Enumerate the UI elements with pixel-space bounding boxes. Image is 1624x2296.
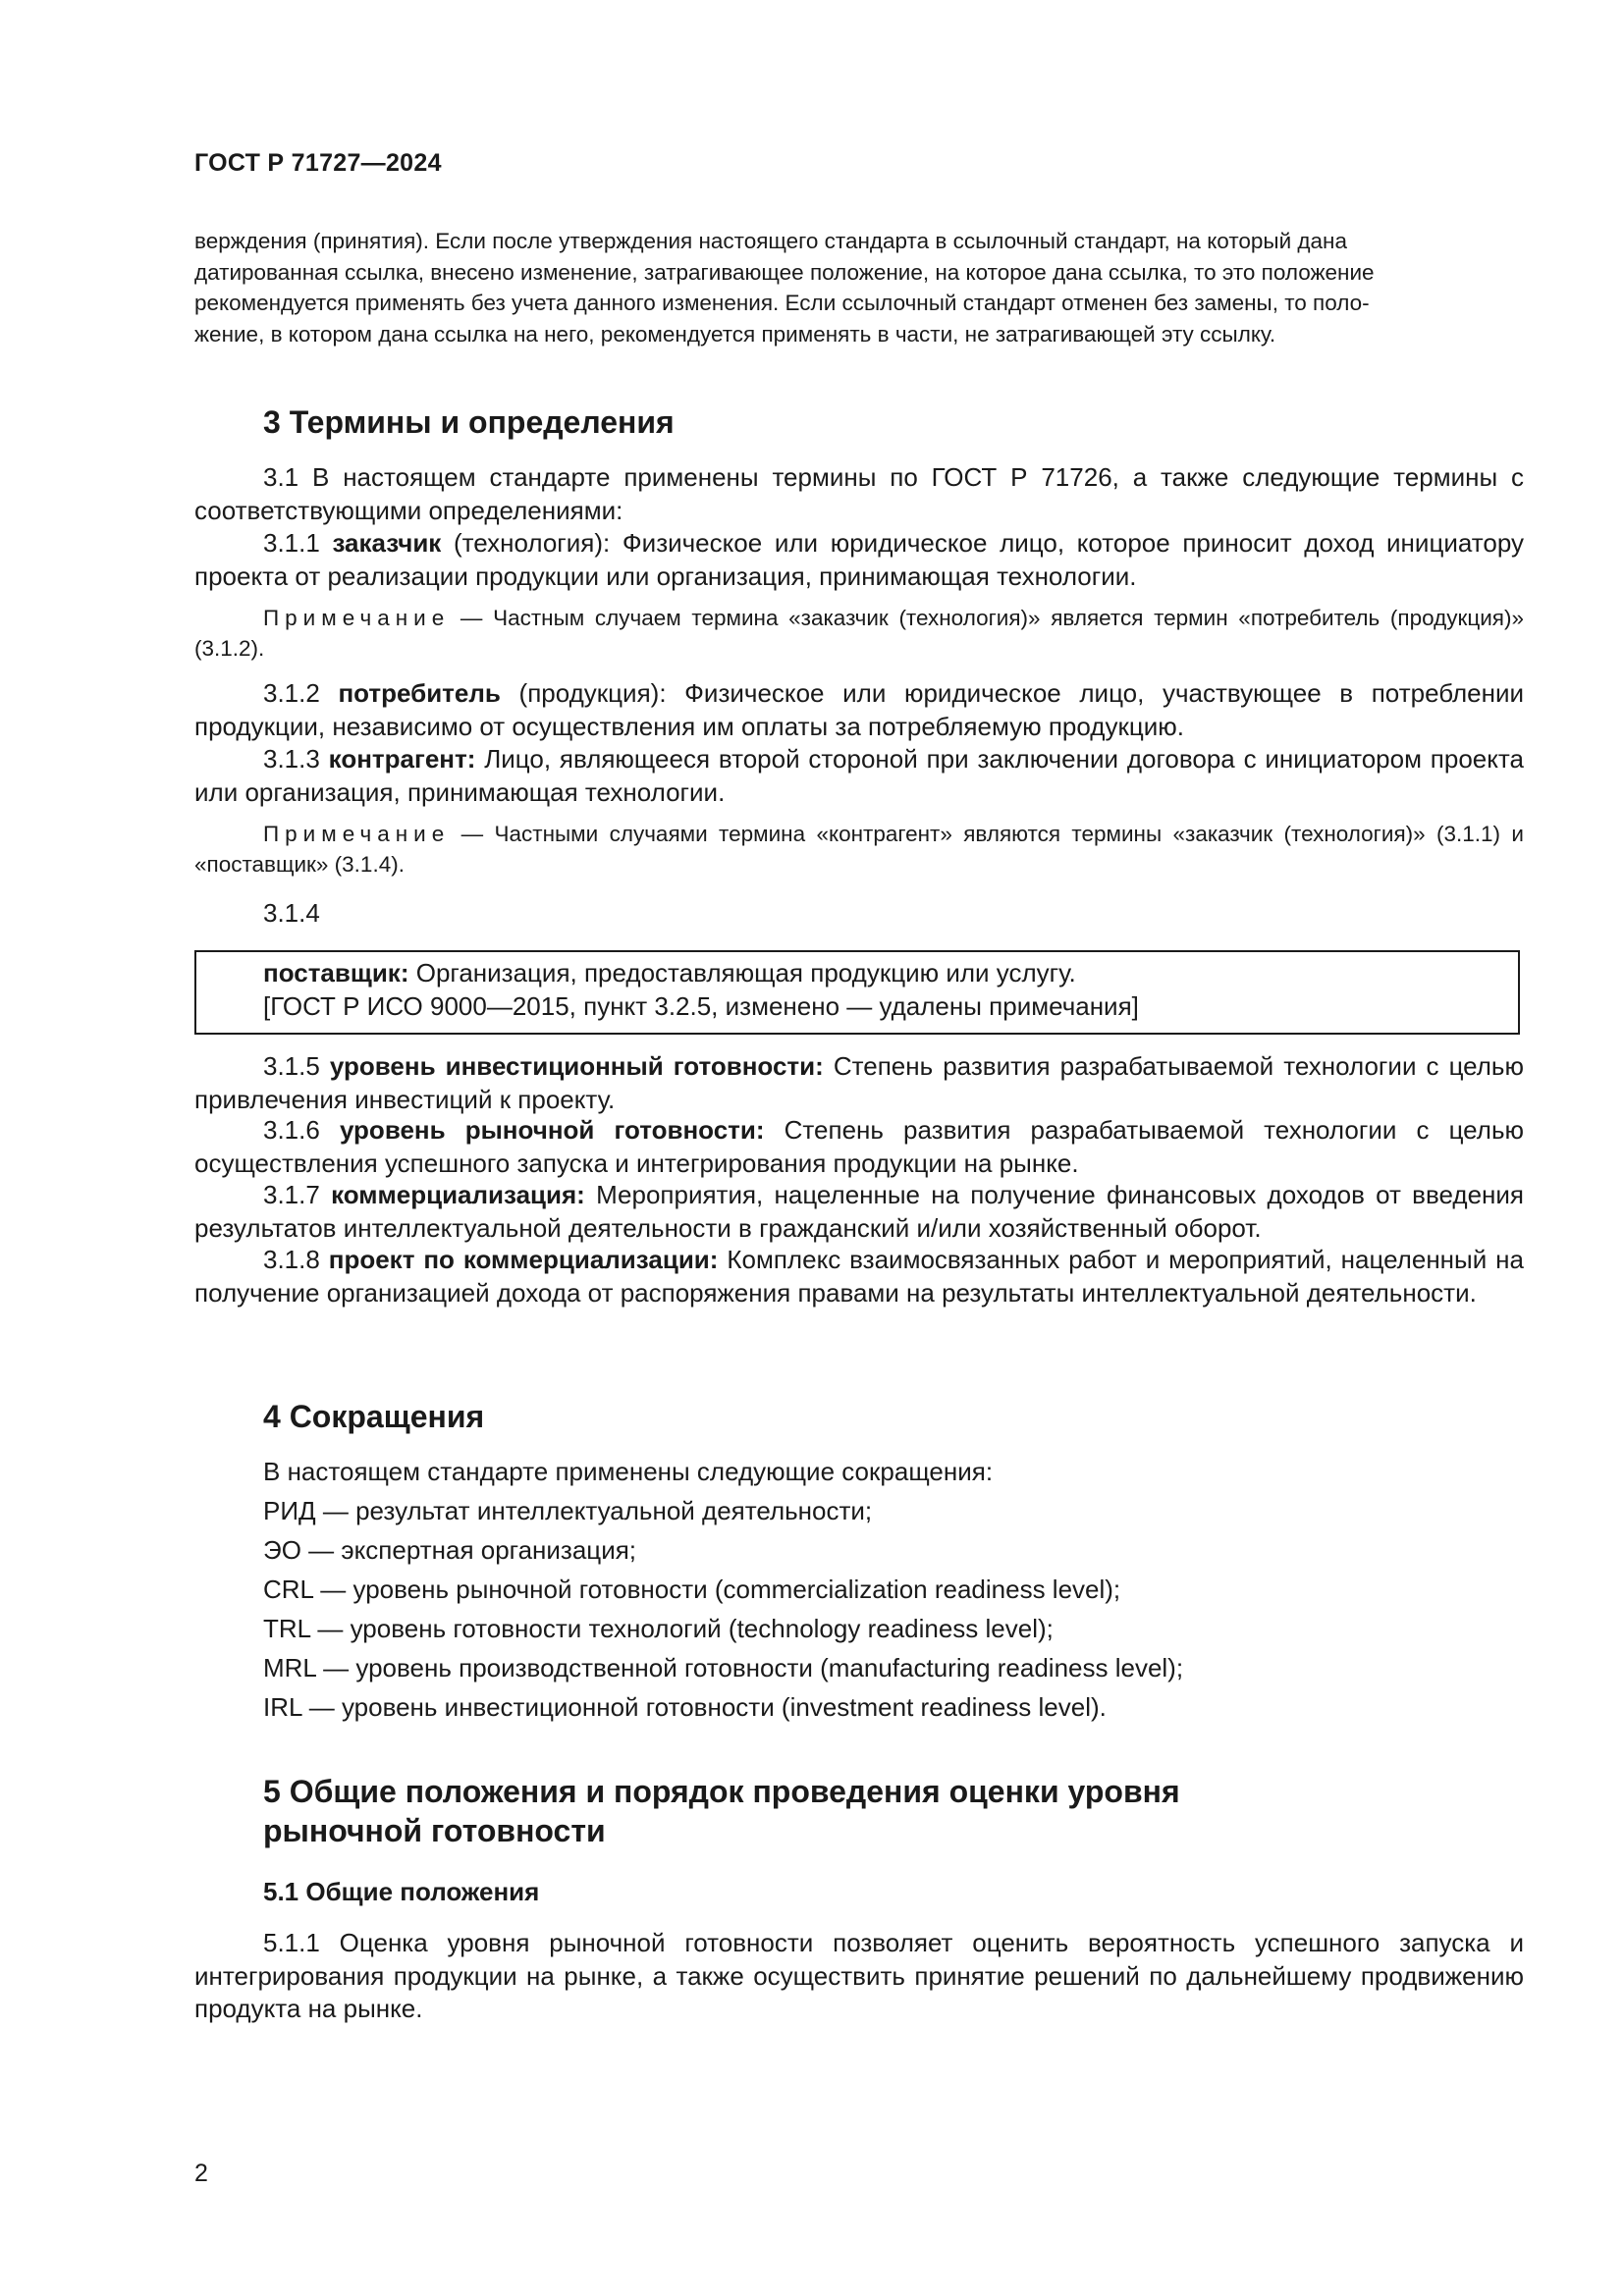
intro-line: рекомендуется применять без учета данного изменения. Если ссылочный стандарт отменен без замены, то поло-	[194, 291, 1370, 315]
term-3-1-1: 3.1.1 заказчик (технология): Физическое или юридическое лицо, которое приносит доход инициатору проекта от реализации продукции или организация, принимающая технологии.	[194, 528, 1524, 591]
note-1: Примечание — Частным случаем термина «заказчик (технология)» является термин «потребитель (продукция)» (3.1.2).	[194, 606, 1524, 661]
paragraph-5-1-1: 5.1.1 Оценка уровня рыночной готовности позволяет оценить вероятность успешного запуска и интегрирования продукции на рынке, а также осуществить принятие решений по дальнейшему продвижению продукта на рынке.	[194, 1928, 1524, 2023]
section-4-title: 4 Сокращения	[263, 1399, 485, 1434]
abbreviation-item: IRL — уровень инвестиционной готовности (investment readiness level).	[263, 1692, 1107, 1722]
page-number: 2	[194, 2160, 208, 2187]
term-3-1-7: 3.1.7 коммерциализация: Мероприятия, нацеленные на получение финансовых доходов от введения результатов интеллектуальной деятельности в гражданский и/или хозяйственный оборот.	[194, 1180, 1524, 1243]
term-3-1-8: 3.1.8 проект по коммерциализации: Комплекс взаимосвязанных работ и мероприятий, нацеленный на получение организацией дохода от распоряжения правами на результаты интеллектуальной деятельности.	[194, 1245, 1524, 1308]
term-3-1-6: 3.1.6 уровень рыночной готовности: Степень развития разрабатываемой технологии с целью осуществления успешного запуска и интегрирования продукции на рынке.	[194, 1115, 1524, 1178]
section-5-title-line1: 5 Общие положения и порядок проведения оценки уровня	[263, 1774, 1180, 1809]
term-3-1-2: 3.1.2 потребитель (продукция): Физическое или юридическое лицо, участвующее в потреблении продукции, независимо от осуществления им оплаты за потребляемую продукцию.	[194, 678, 1524, 741]
abbreviations-intro: В настоящем стандарте применены следующие сокращения:	[263, 1457, 994, 1486]
abbreviation-item: ЭО — экспертная организация;	[263, 1535, 637, 1565]
document-header: ГОСТ Р 71727—2024	[194, 149, 442, 177]
term-3-1-3: 3.1.3 контрагент: Лицо, являющееся второй стороной при заключении договора с инициатором проекта или организация, принимающая технологии.	[194, 744, 1524, 807]
intro-line: верждения (принятия). Если после утверждения настоящего стандарта в ссылочный стандарт, на который дана	[194, 229, 1347, 253]
intro-paragraph	[194, 226, 1524, 349]
term-3-1-4-box	[194, 950, 1520, 1035]
intro-line: датированная ссылка, внесено изменение, затрагивающее положение, на которое дана ссылка, то это положение	[194, 259, 1375, 285]
term-3-1-4-definition: поставщик: Организация, предоставляющая продукцию или услугу.	[263, 958, 1076, 988]
note-2: Примечание — Частными случаями термина «контрагент» являются термины «заказчик (технология)» (3.1.1) и «поставщик» (3.1.4).	[194, 822, 1524, 877]
section-5-title-line2: рыночной готовности	[263, 1813, 606, 1848]
abbreviation-item: РИД — результат интеллектуальной деятельности;	[263, 1496, 873, 1525]
abbreviation-item: MRL — уровень производственной готовности (manufacturing readiness level);	[263, 1653, 1184, 1682]
abbreviation-item: CRL — уровень рыночной готовности (commercialization readiness level);	[263, 1575, 1121, 1604]
section-3-title: 3 Термины и определения	[263, 404, 675, 440]
term-3-1-5: 3.1.5 уровень инвестиционный готовности: Степень развития разрабатываемой технологии с целью привлечения инвестиций к проекту.	[194, 1051, 1524, 1114]
abbreviation-item: TRL — уровень готовности технологий (technology readiness level);	[263, 1614, 1054, 1643]
subsection-5-1-title: 5.1 Общие положения	[263, 1877, 540, 1906]
paragraph-3-1: 3.1 В настоящем стандарте применены термины по ГОСТ Р 71726, а также следующие термины с соответствующими определениями:	[194, 462, 1524, 525]
term-3-1-4-source: [ГОСТ Р ИСО 9000—2015, пункт 3.2.5, изменено — удалены примечания]	[263, 991, 1139, 1021]
term-3-1-4-number: 3.1.4	[263, 898, 320, 928]
intro-line: жение, в котором дана ссылка на него, рекомендуется применять в части, не затрагивающей эту ссылку.	[194, 321, 1276, 347]
